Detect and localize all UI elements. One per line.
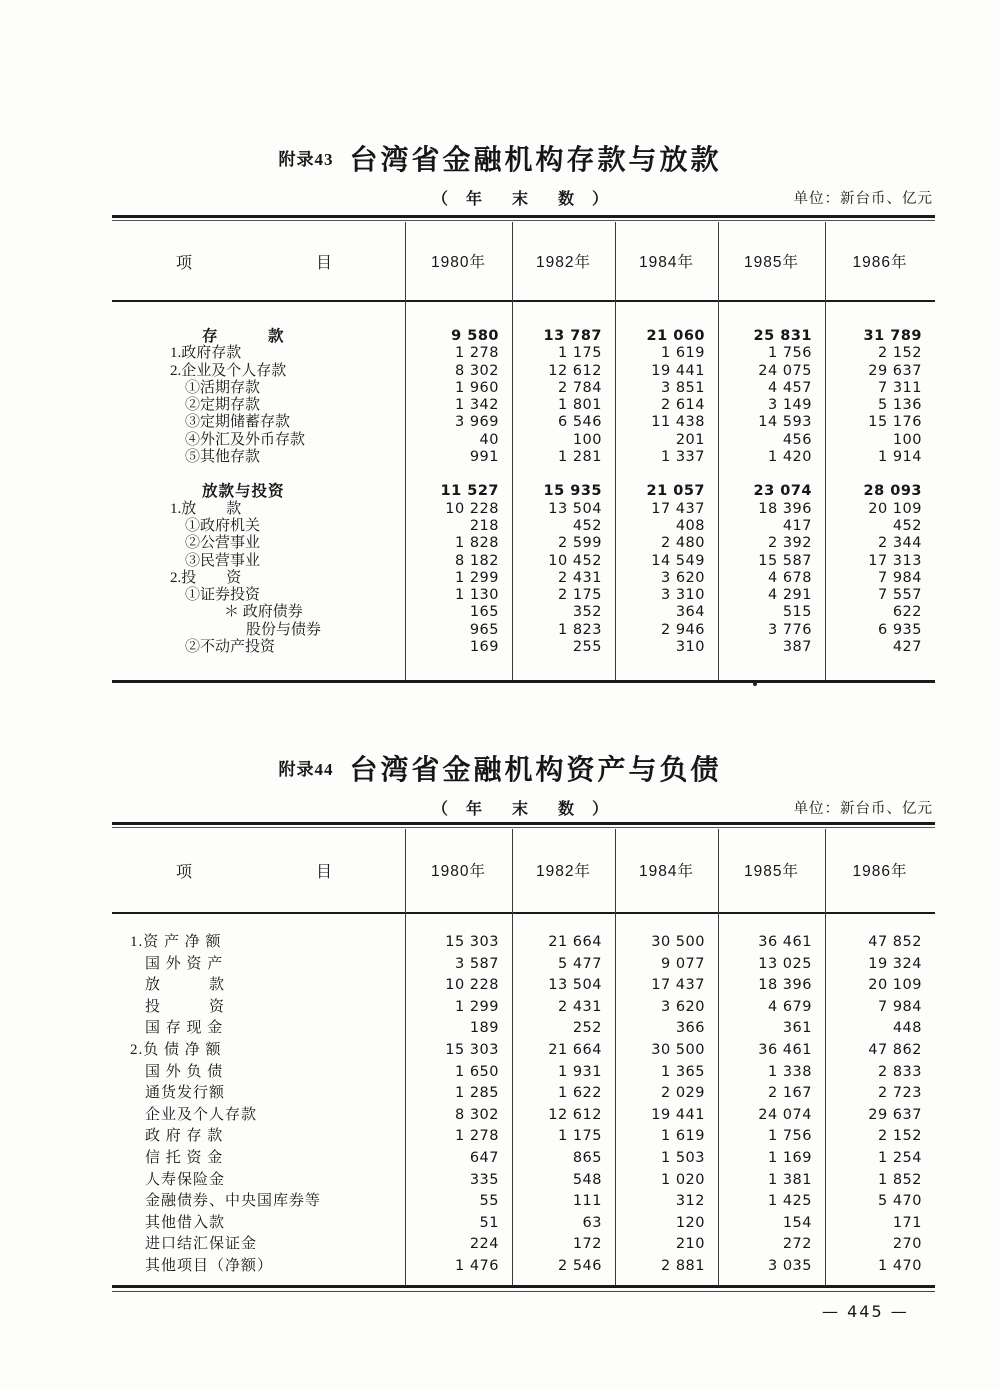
cell-value: 1 299	[454, 569, 499, 586]
cell-value: 3 969	[454, 414, 499, 431]
table-row	[112, 380, 935, 397]
row-label: 2.负 债 净 额	[130, 1041, 222, 1058]
cell-value: 165	[469, 604, 499, 621]
table-row	[112, 449, 935, 466]
cell-value: 63	[582, 1214, 602, 1231]
row-label: 2.投 资	[170, 569, 242, 586]
cell-value: 20 109	[868, 977, 922, 994]
cell-value: 14 593	[758, 414, 812, 431]
cell-value: 1 285	[454, 1085, 499, 1102]
column-header-year: 1980年	[431, 254, 486, 271]
cell-value: 1 425	[767, 1193, 812, 1210]
cell-value: 1 650	[454, 1063, 499, 1080]
cell-value: 13 787	[543, 328, 602, 344]
cell-value: 2 546	[557, 1257, 602, 1274]
cell-value: 11 438	[651, 414, 705, 431]
table44-title-line	[0, 748, 1000, 788]
cell-value: 2 152	[877, 1128, 922, 1145]
cell-value: 1 931	[557, 1063, 602, 1080]
cell-value: 448	[892, 1020, 922, 1037]
row-label: ③定期储蓄存款	[185, 414, 291, 431]
cell-value: 647	[469, 1149, 499, 1166]
cell-value: 154	[782, 1214, 812, 1231]
table44	[112, 822, 935, 1288]
cell-value: 252	[572, 1020, 602, 1037]
cell-value: 120	[675, 1214, 705, 1231]
table-row	[112, 570, 935, 587]
row-label: 其他借入款	[145, 1214, 226, 1231]
cell-value: 24 075	[758, 362, 812, 379]
row-label: ②公营事业	[185, 535, 261, 552]
cell-value: 17 437	[651, 977, 705, 994]
cell-value: 1 823	[557, 621, 602, 638]
table43-header-rule	[112, 300, 935, 302]
cell-value: 622	[892, 604, 922, 621]
table43-title-line	[0, 138, 1000, 178]
table43-bottom-rule	[112, 680, 935, 683]
cell-value: 6 546	[557, 414, 602, 431]
cell-value: 2 480	[660, 535, 705, 552]
cell-value: 387	[782, 639, 812, 656]
column-header-year: 1982年	[536, 863, 591, 880]
cell-value: 270	[892, 1236, 922, 1253]
cell-value: 172	[572, 1236, 602, 1253]
table-row	[112, 518, 935, 535]
cell-value: 1 130	[454, 587, 499, 604]
cell-value: 2 599	[557, 535, 602, 552]
table-row	[112, 1148, 935, 1170]
column-header-year: 1980年	[431, 863, 486, 880]
table-row	[112, 345, 935, 362]
cell-value: 1 619	[660, 1128, 705, 1145]
table-row	[112, 414, 935, 431]
row-label: ②定期存款	[185, 397, 261, 414]
cell-value: 3 620	[660, 998, 705, 1015]
row-label: 2.企业及个人存款	[170, 362, 287, 379]
table-row	[112, 1213, 935, 1235]
table-row	[112, 535, 935, 552]
row-label: ①活期存款	[185, 379, 261, 396]
cell-value: 2 723	[877, 1085, 922, 1102]
cell-value: 15 176	[868, 414, 922, 431]
cell-value: 2 784	[557, 379, 602, 396]
table44-header-rule	[112, 912, 935, 914]
column-header-year: 1985年	[744, 254, 799, 271]
column-header-year: 1984年	[639, 863, 694, 880]
cell-value: 2 431	[557, 569, 602, 586]
cell-value: 55	[479, 1193, 499, 1210]
cell-value: 310	[675, 639, 705, 656]
cell-value: 1 281	[557, 449, 602, 466]
table-row	[112, 432, 935, 449]
cell-value: 1 914	[877, 449, 922, 466]
table-row	[112, 587, 935, 604]
row-label: 国 存 现 金	[145, 1020, 224, 1037]
cell-value: 1 020	[660, 1171, 705, 1188]
table-row	[112, 1083, 935, 1105]
cell-value: 29 637	[868, 1106, 922, 1123]
cell-value: 28 093	[863, 483, 922, 500]
cell-value: 19 441	[651, 362, 705, 379]
cell-value: 1 828	[454, 535, 499, 552]
row-label: 1.资 产 净 额	[130, 934, 222, 950]
cell-value: 548	[572, 1171, 602, 1188]
table-row	[112, 1256, 935, 1278]
cell-value: 2 029	[660, 1085, 705, 1102]
cell-value: 515	[782, 604, 812, 621]
cell-value: 8 302	[454, 1106, 499, 1123]
cell-value: 19 324	[868, 955, 922, 972]
table-row	[112, 997, 935, 1019]
cell-value: 40	[479, 431, 499, 448]
cell-value: 5 470	[877, 1193, 922, 1210]
table44-top-rule-thin	[112, 827, 935, 828]
cell-value: 10 228	[445, 500, 499, 517]
cell-value: 8 302	[454, 362, 499, 379]
table44-header-row	[112, 830, 935, 910]
column-header-item: 项 目	[176, 863, 333, 881]
cell-value: 13 025	[758, 955, 812, 972]
cell-value: 7 984	[877, 998, 922, 1015]
cell-value: 18 396	[758, 977, 812, 994]
cell-value: 361	[782, 1020, 812, 1037]
cell-value: 189	[469, 1020, 499, 1037]
row-label: 放款与投资	[202, 483, 285, 501]
cell-value: 1 622	[557, 1085, 602, 1102]
cell-value: 21 060	[646, 328, 705, 344]
cell-value: 1 342	[454, 397, 499, 414]
cell-value: 991	[469, 449, 499, 466]
cell-value: 4 678	[767, 569, 812, 586]
row-label: 其他项目（净额）	[145, 1257, 274, 1274]
cell-value: 427	[892, 639, 922, 656]
cell-value: 31 789	[863, 328, 922, 344]
cell-value: 15 935	[543, 483, 602, 500]
cell-value: 456	[782, 431, 812, 448]
ink-speck	[753, 682, 757, 686]
cell-value: 30 500	[651, 1041, 705, 1058]
cell-value: 1 175	[557, 1128, 602, 1145]
cell-value: 352	[572, 604, 602, 621]
cell-value: 30 500	[651, 934, 705, 950]
table-row	[112, 975, 935, 997]
cell-value: 2 175	[557, 587, 602, 604]
cell-value: 1 175	[557, 345, 602, 362]
cell-value: 1 756	[767, 1128, 812, 1145]
table44-top-rule	[112, 822, 935, 825]
table-row	[112, 1018, 935, 1040]
cell-value: 19 441	[651, 1106, 705, 1123]
cell-value: 47 852	[868, 934, 922, 950]
cell-value: 3 776	[767, 621, 812, 638]
table-row	[112, 1040, 935, 1062]
row-label: 国 外 资 产	[145, 955, 224, 972]
table-row	[112, 483, 935, 500]
row-label: ①政府机关	[185, 517, 261, 534]
table-row	[112, 501, 935, 518]
table-row	[112, 954, 935, 976]
table44-subtitle: （ 年 末 数 ）	[431, 801, 615, 818]
cell-value: 3 851	[660, 379, 705, 396]
row-label: 金融债券、中央国库券等	[145, 1193, 322, 1210]
row-label: 国 外 负 债	[145, 1063, 224, 1080]
row-label: ⑤其他存款	[185, 449, 261, 466]
cell-value: 366	[675, 1020, 705, 1037]
cell-value: 1 852	[877, 1171, 922, 1188]
cell-value: 10 228	[445, 977, 499, 994]
cell-value: 3 035	[767, 1257, 812, 1274]
cell-value: 15 303	[445, 934, 499, 950]
table44-bottom-rule	[112, 1285, 935, 1288]
row-label: 投 资	[145, 998, 226, 1015]
cell-value: 1 619	[660, 345, 705, 362]
row-label: 放 款	[145, 977, 226, 994]
cell-value: 17 313	[868, 552, 922, 569]
cell-value: 312	[675, 1193, 705, 1210]
table-row	[112, 1062, 935, 1084]
table-row	[112, 622, 935, 639]
cell-value: 10 452	[548, 552, 602, 569]
cell-value: 3 310	[660, 587, 705, 604]
cell-value: 7 984	[877, 569, 922, 586]
cell-value: 29 637	[868, 362, 922, 379]
column-header-year: 1984年	[639, 254, 694, 271]
cell-value: 255	[572, 639, 602, 656]
cell-value: 364	[675, 604, 705, 621]
cell-value: 1 503	[660, 1149, 705, 1166]
cell-value: 4 457	[767, 379, 812, 396]
cell-value: 7 557	[877, 587, 922, 604]
cell-value: 21 057	[646, 483, 705, 500]
table-row	[112, 1191, 935, 1213]
cell-value: 2 152	[877, 345, 922, 362]
cell-value: 335	[469, 1171, 499, 1188]
row-label: 1.放 款	[170, 500, 242, 517]
row-label: 存 款	[202, 328, 285, 345]
cell-value: 452	[892, 517, 922, 534]
cell-value: 24 074	[758, 1106, 812, 1123]
table43-top-rule-thin	[112, 220, 935, 221]
cell-value: 5 477	[557, 955, 602, 972]
row-label: 信 托 资 金	[145, 1149, 224, 1166]
table44-bottom-rule-thin	[112, 1291, 935, 1292]
table-row	[112, 1170, 935, 1192]
cell-value: 1 470	[877, 1257, 922, 1274]
row-label: 通货发行额	[145, 1085, 226, 1102]
table-row	[112, 604, 935, 621]
cell-value: 965	[469, 621, 499, 638]
row-label: 人寿保险金	[145, 1171, 226, 1188]
table44-title: 台湾省金融机构资产与负债	[349, 755, 722, 786]
cell-value: 2 833	[877, 1063, 922, 1080]
row-label: 企业及个人存款	[145, 1106, 258, 1123]
cell-value: 2 946	[660, 621, 705, 638]
page-number: — 445 —	[822, 1302, 909, 1321]
cell-value: 21 664	[548, 934, 602, 950]
cell-value: 169	[469, 639, 499, 656]
table-row	[112, 639, 935, 656]
cell-value: 1 381	[767, 1171, 812, 1188]
cell-value: 2 614	[660, 397, 705, 414]
table43-title: 台湾省金融机构存款与放款	[349, 145, 722, 176]
cell-value: 100	[572, 431, 602, 448]
cell-value: 15 303	[445, 1041, 499, 1058]
table43-body	[112, 328, 935, 656]
cell-value: 4 291	[767, 587, 812, 604]
cell-value: 452	[572, 517, 602, 534]
table43	[112, 215, 935, 683]
cell-value: 21 664	[548, 1041, 602, 1058]
row-label: ④外汇及外币存款	[185, 431, 306, 448]
cell-value: 1 801	[557, 397, 602, 414]
cell-value: 2 392	[767, 535, 812, 552]
cell-value: 12 612	[548, 1106, 602, 1123]
table-row	[112, 1105, 935, 1127]
cell-value: 51	[479, 1214, 499, 1231]
cell-value: 111	[572, 1193, 602, 1210]
row-label: 政 府 存 款	[145, 1128, 224, 1145]
cell-value: 36 461	[758, 1041, 812, 1058]
row-label: ＊ 政府债券	[224, 604, 303, 621]
table-row	[112, 363, 935, 380]
cell-value: 20 109	[868, 500, 922, 517]
table43-subtitle: （ 年 末 数 ）	[431, 191, 615, 208]
table-row	[112, 553, 935, 570]
cell-value: 210	[675, 1236, 705, 1253]
cell-value: 9 580	[451, 328, 499, 344]
cell-value: 36 461	[758, 934, 812, 950]
cell-value: 2 881	[660, 1257, 705, 1274]
row-label: 股份与债券	[246, 621, 322, 638]
table43-header-row	[112, 223, 935, 299]
cell-value: 6 935	[877, 621, 922, 638]
cell-value: 1 254	[877, 1149, 922, 1166]
cell-value: 201	[675, 431, 705, 448]
cell-value: 1 299	[454, 998, 499, 1015]
table-row	[112, 328, 935, 345]
cell-value: 25 831	[753, 328, 812, 344]
cell-value: 4 679	[767, 998, 812, 1015]
table-row	[112, 397, 935, 414]
column-header-item: 项 目	[176, 254, 333, 272]
table-row	[112, 932, 935, 954]
cell-value: 2 167	[767, 1085, 812, 1102]
cell-value: 2 431	[557, 998, 602, 1015]
table44-unit: 单位：新台币、亿元	[793, 801, 933, 817]
cell-value: 1 476	[454, 1257, 499, 1274]
cell-value: 3 587	[454, 955, 499, 972]
table44-label: 附录44	[278, 760, 334, 779]
cell-value: 8 182	[454, 552, 499, 569]
row-label: 进口结汇保证金	[145, 1236, 258, 1253]
cell-value: 224	[469, 1236, 499, 1253]
cell-value: 3 149	[767, 397, 812, 414]
cell-value: 865	[572, 1149, 602, 1166]
cell-value: 15 587	[758, 552, 812, 569]
cell-value: 12 612	[548, 362, 602, 379]
row-label: 1.政府存款	[170, 345, 242, 362]
table43-subtitle-line	[112, 186, 935, 208]
row-label: ①证券投资	[185, 587, 261, 604]
cell-value: 13 504	[548, 977, 602, 994]
row-label: ③民营事业	[185, 552, 261, 569]
table44-body	[112, 932, 935, 1278]
cell-value: 23 074	[753, 483, 812, 500]
cell-value: 47 862	[868, 1041, 922, 1058]
cell-value: 100	[892, 431, 922, 448]
cell-value: 7 311	[877, 379, 922, 396]
cell-value: 1 278	[454, 1128, 499, 1145]
column-header-year: 1986年	[852, 254, 908, 271]
cell-value: 1 278	[454, 345, 499, 362]
table-row	[112, 1126, 935, 1148]
cell-value: 5 136	[877, 397, 922, 414]
cell-value: 408	[675, 517, 705, 534]
cell-value: 417	[782, 517, 812, 534]
cell-value: 3 620	[660, 569, 705, 586]
column-header-year: 1982年	[536, 254, 591, 271]
table43-label: 附录43	[278, 150, 334, 169]
cell-value: 11 527	[440, 483, 499, 500]
table43-unit: 单位：新台币、亿元	[793, 191, 933, 207]
cell-value: 1 960	[454, 379, 499, 396]
table44-subtitle-line	[112, 796, 935, 818]
cell-value: 1 420	[767, 449, 812, 466]
cell-value: 13 504	[548, 500, 602, 517]
cell-value: 1 338	[767, 1063, 812, 1080]
table43-top-rule	[112, 215, 935, 218]
column-header-year: 1985年	[744, 863, 799, 880]
row-label: ②不动产投资	[185, 639, 276, 656]
cell-value: 218	[469, 517, 499, 534]
cell-value: 272	[782, 1236, 812, 1253]
table-row	[112, 1234, 935, 1256]
cell-value: 9 077	[660, 955, 705, 972]
column-header-year: 1986年	[852, 863, 908, 880]
cell-value: 14 549	[651, 552, 705, 569]
cell-value: 2 344	[877, 535, 922, 552]
cell-value: 18 396	[758, 500, 812, 517]
cell-value: 1 365	[660, 1063, 705, 1080]
cell-value: 1 756	[767, 345, 812, 362]
cell-value: 1 169	[767, 1149, 812, 1166]
cell-value: 1 337	[660, 449, 705, 466]
cell-value: 17 437	[651, 500, 705, 517]
cell-value: 171	[892, 1214, 922, 1231]
